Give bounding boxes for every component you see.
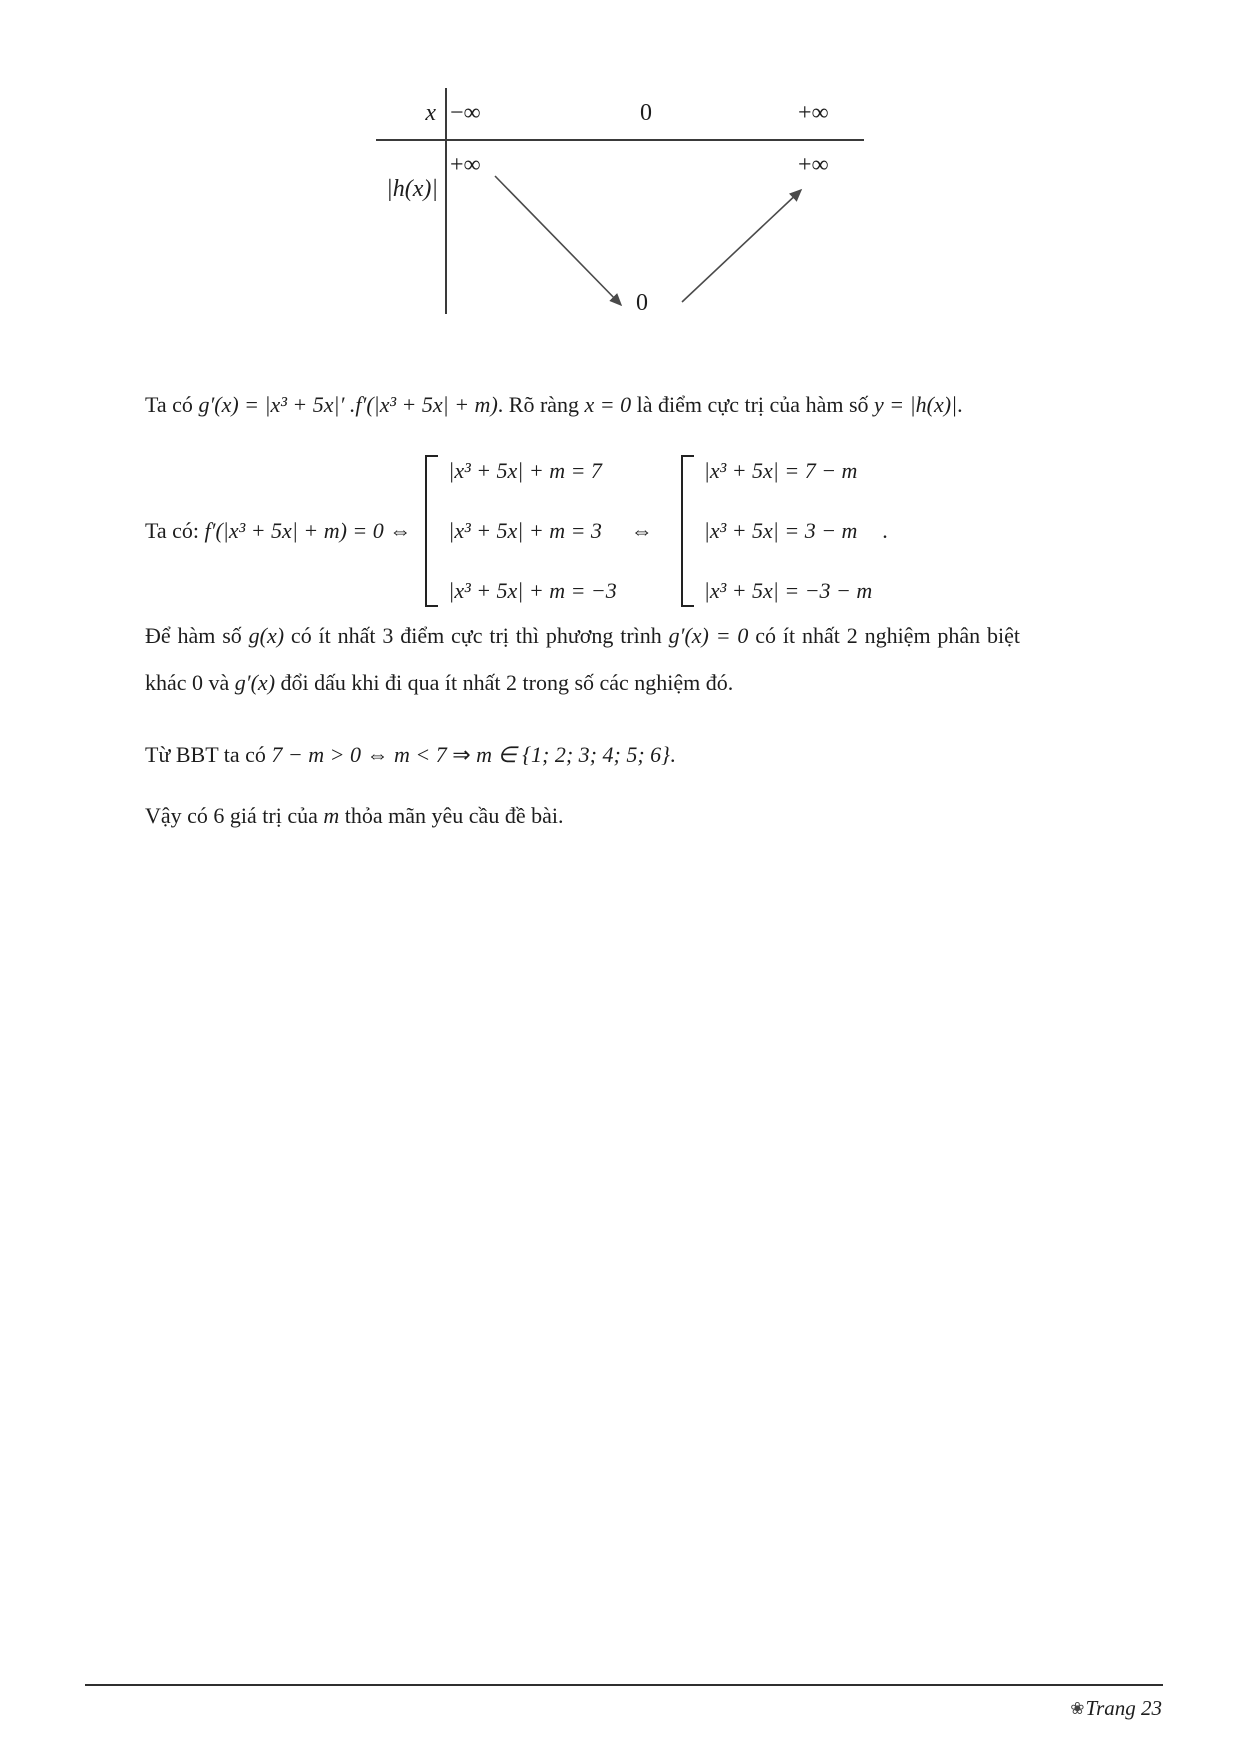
bbt-row-label: |h(x)| — [386, 176, 438, 202]
case-left-3: |x³ + 5x| + m = −3 — [448, 578, 617, 603]
math-fragment: f′(|x³ + 5x| + m) = 0 — [204, 518, 390, 543]
text-fragment: ⇒ — [452, 742, 471, 767]
bbt-x-zero: 0 — [640, 100, 652, 126]
left-bracket-icon — [425, 455, 438, 607]
bbt-arrow-decreasing — [495, 176, 621, 305]
flower-icon: ❀ — [1070, 1699, 1085, 1718]
left-bracket-icon — [681, 455, 694, 607]
case-right-3: |x³ + 5x| = −3 − m — [703, 578, 873, 603]
math-fragment: g′(x) — [234, 670, 276, 695]
variation-table — [0, 0, 1240, 340]
page-number: Trang 23 — [1085, 1696, 1162, 1720]
bbt-arrow-increasing — [682, 190, 801, 302]
text-fragment: Vậy có 6 giá trị của — [145, 803, 324, 828]
equivalence-arrow: ⇔ — [630, 518, 653, 543]
math-fragment: 7 − m > 0 — [271, 742, 367, 767]
condition-paragraph — [145, 612, 1020, 706]
text-fragment: là điểm cực trị của hàm số — [631, 392, 875, 417]
case-right-2: |x³ + 5x| = 3 − m — [703, 518, 858, 543]
text-fragment: Ta có — [145, 392, 199, 417]
text-fragment: có ít nhất 2 nghiệm phân biệt khác 0 và — [145, 623, 1021, 695]
text-fragment: Để hàm số — [145, 623, 249, 648]
bbt-x-pos-infinity: +∞ — [798, 100, 829, 126]
text-fragment: ⇔ — [389, 518, 412, 543]
math-fragment: m — [323, 803, 340, 828]
page-footer — [1070, 1696, 1162, 1721]
text-fragment: Từ BBT ta có — [145, 742, 272, 767]
math-fragment: m < 7 — [388, 742, 453, 767]
final-answer-line — [145, 801, 563, 831]
math-fragment: g′(x) = 0 — [668, 623, 749, 648]
bbt-x-label: x — [425, 100, 436, 126]
bbt-x-neg-infinity: −∞ — [450, 100, 481, 126]
cases-equation — [145, 455, 888, 607]
derivative-statement — [145, 390, 963, 420]
bbt-min-value: 0 — [636, 290, 648, 316]
equation-period: . — [882, 518, 888, 543]
bbt-arrows — [445, 150, 865, 320]
case-right-1: |x³ + 5x| = 7 − m — [703, 458, 858, 483]
case-left-2: |x³ + 5x| + m = 3 — [448, 518, 602, 543]
cases-right-column — [704, 455, 873, 607]
bbt-conclusion-line — [145, 740, 675, 770]
text-fragment: . — [669, 742, 676, 767]
math-fragment: x = 0 — [584, 392, 632, 417]
text-fragment: . Rõ ràng — [497, 392, 585, 417]
bbt-right-limit: +∞ — [798, 152, 829, 178]
text-fragment: Ta có: — [145, 518, 205, 543]
text-fragment: . — [957, 392, 963, 417]
cases-equation-prefix — [145, 518, 411, 544]
footer-divider — [85, 1684, 1163, 1686]
text-fragment: đổi dấu khi đi qua ít nhất 2 trong số các nghiệm đó. — [275, 670, 734, 695]
text-fragment: có ít nhất 3 điểm cực trị thì phương trình — [284, 623, 669, 648]
cases-left-column — [448, 455, 617, 607]
bbt-left-limit: +∞ — [450, 152, 481, 178]
text-fragment: thỏa mãn yêu cầu đề bài. — [339, 803, 564, 828]
math-fragment: g(x) — [248, 623, 285, 648]
bbt-horizontal-line — [376, 139, 864, 141]
case-left-1: |x³ + 5x| + m = 7 — [448, 458, 602, 483]
math-fragment: y = |h(x)| — [874, 392, 958, 417]
math-fragment: g′(x) = |x³ + 5x|′ .f′(|x³ + 5x| + m) — [198, 392, 498, 417]
text-fragment: ⇔ — [366, 742, 389, 767]
math-fragment: m ∈ {1; 2; 3; 4; 5; 6} — [470, 742, 670, 767]
